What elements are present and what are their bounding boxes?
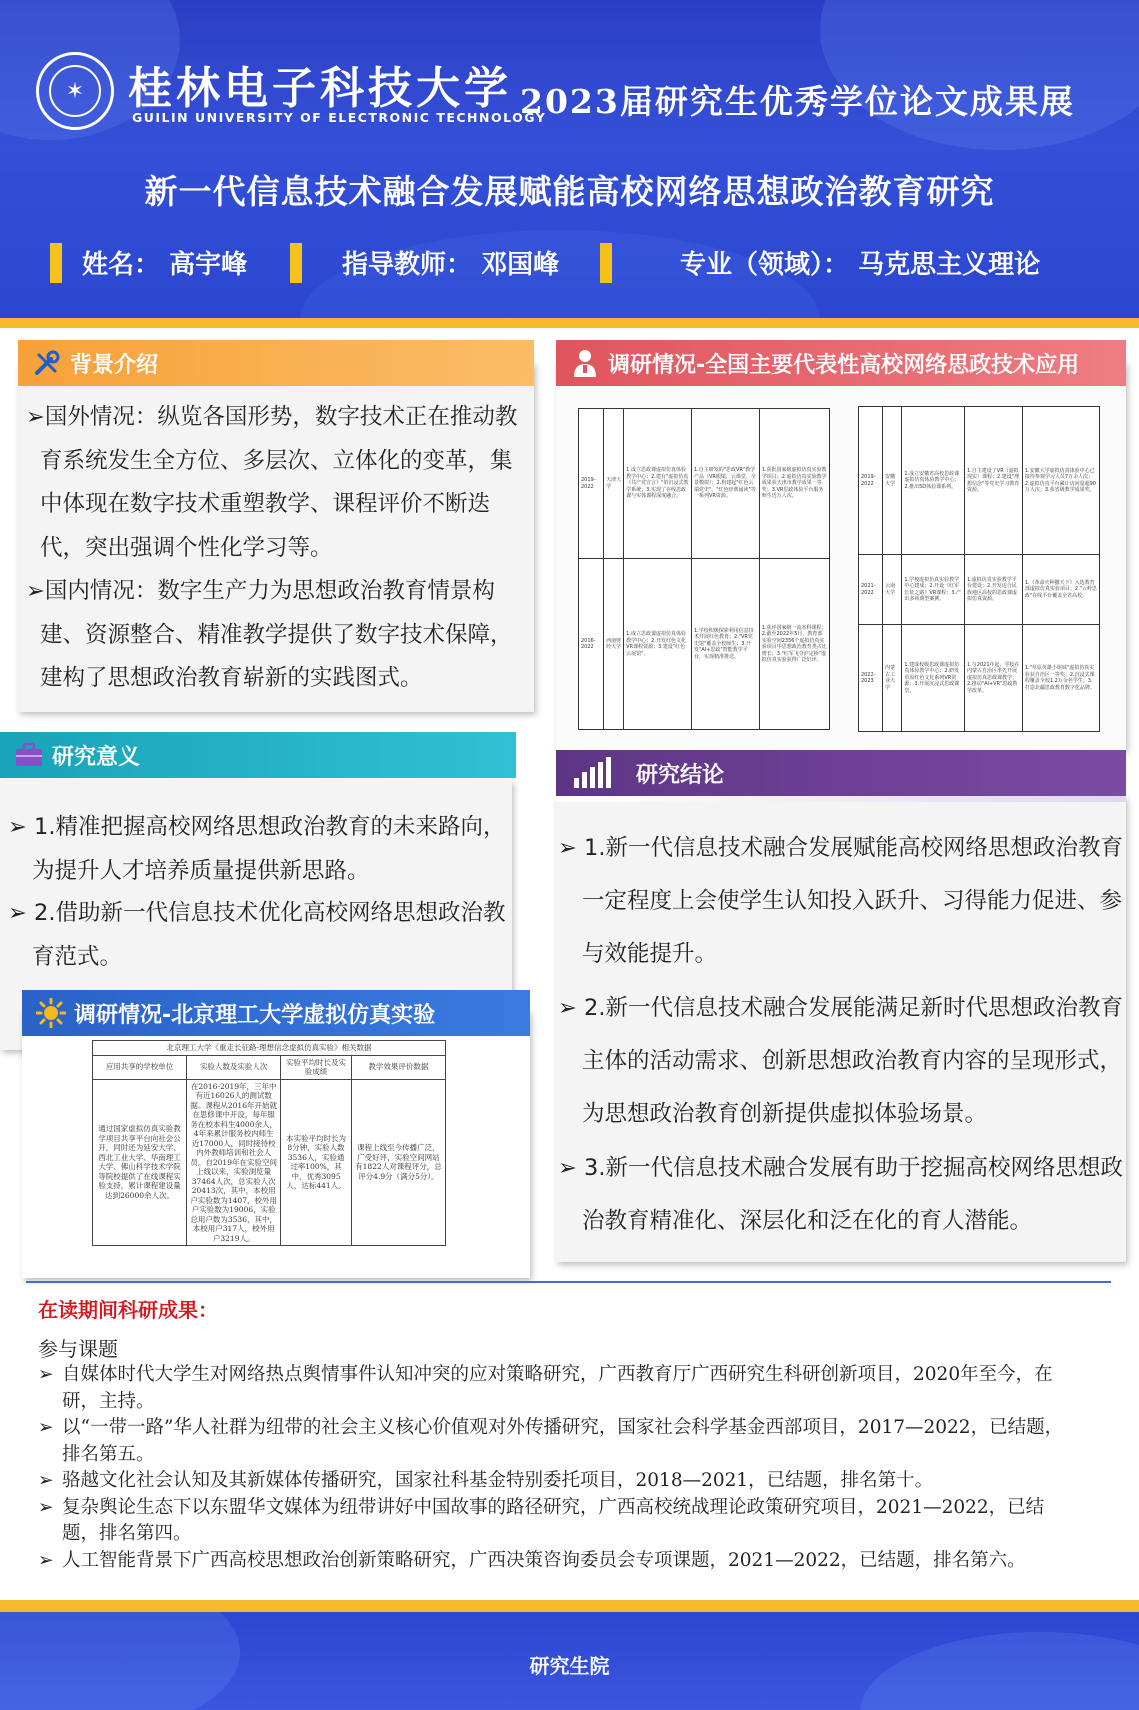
major-value: 马克思主义理论	[858, 250, 1041, 280]
achievement-item	[38, 1548, 1078, 1575]
bullet-arrow: ➢	[38, 1470, 54, 1491]
advisor-value: 邓国峰	[481, 250, 560, 280]
conclusion-item-2: ➢ 2.新一代信息技术融合发展能满足新时代思想政治教育主体的活动需求、创新思想政治教育内容的呈现形式，为思想政治教育创新提供虚拟体验场景。	[558, 995, 1123, 1127]
table-cell: 1.与2021年起，学校在内蒙古自治区率先开展虚拟仿真思政课教学；2.推动"AI+VR"思政教学改革。	[965, 625, 1023, 732]
table-cell: 1.学校虚拟仿真实验教学中心建成；2.开设《红军长征之路》VR课程；3.产出多项典型案例。	[902, 555, 965, 625]
conclusion-text-3: 3.新一代信息技术融合发展有助于挖掘高校网络思想政治教育精准化、深层化和泛在化的育人潜能。	[582, 1155, 1123, 1234]
name-value: 高宇峰	[169, 250, 248, 280]
bj-col-header: 教学效果评价数据	[351, 1055, 445, 1079]
significance-item-1: ➢ 1.精准把握高校网络思想政治教育的未来路向，为提升人才培养质量提供新思路。	[8, 814, 506, 884]
national-table-left	[578, 408, 830, 730]
achievement-item	[38, 1362, 1078, 1415]
bj-col-header: 应用共享的学校单位	[93, 1055, 187, 1079]
table-cell: 1."草原英雄小姐妹"虚拟仿真实验获自治区一等奖；2.沉浸式课程覆盖全校1.2万余名学生；3.打造北疆思政教育数字化品牌。	[1022, 625, 1099, 732]
achievements-divider	[26, 1281, 1111, 1283]
school-cell: 内蒙古工业大学	[883, 625, 902, 732]
bullet-arrow: ➢	[26, 404, 45, 430]
school-cell: 安徽大学	[883, 407, 902, 555]
bar-chart-icon	[570, 758, 614, 788]
significance-text-1: 1.精准把握高校网络思想政治教育的未来路向，为提升人才培养质量提供新思路。	[32, 814, 506, 884]
bj-cell: 本实验平均时长为8分钟，实验人数3536人，实验通过率100%，其中，优秀3095人，达标441人。	[281, 1079, 352, 1246]
major-label: 专业（领域）：	[680, 250, 850, 280]
bj-col-header: 实验人数及实验人次	[187, 1055, 281, 1079]
exhibition-title: 2023届研究生优秀学位论文成果展	[520, 82, 1075, 121]
national-survey-heading	[556, 340, 1126, 386]
bj-cell: 通过国家虚拟仿真实验教学项目共享平台向社会公开，同时还为延安大学、西北工业大学、华南理工大学、佛山科学技术学院等院校提供了在线课程实验支持，累计课程建设量达到26000余人次。	[93, 1079, 187, 1246]
background-international	[26, 396, 534, 570]
person-icon	[570, 348, 600, 378]
logo-emblem-icon: ✶	[49, 65, 101, 117]
achievement-text: 以“一带一路”华人社群为纽带的社会主义核心价值观对外传播研究，国家社会科学基金西部项目，2017—2022，已结题，排名第五。	[62, 1417, 1064, 1465]
achievements-list	[38, 1362, 1078, 1574]
major	[680, 244, 1040, 281]
sun-icon	[36, 998, 66, 1028]
bullet-arrow: ➢	[38, 1549, 54, 1571]
table-cell: 1.成立思政课虚拟仿真体验教学中心；2.开发红色文化VR课程资源；3.建设"红色云展馆"。	[624, 559, 692, 730]
bj-survey-heading-text: 调研情况-北京理工大学虚拟仿真实验	[74, 1002, 436, 1028]
bullet-arrow: ➢	[38, 1364, 54, 1385]
header-stripe	[0, 318, 1139, 328]
table-cell: 1.获批国家级虚拟仿真实验教学项目；2.虚拟仿真实验教学成果获天津市教学成果一等奖；3.VR思政体验平台服务师生近万人次。	[759, 409, 829, 559]
table-cell: 1.学校积极探索利用信息技术开展红色教育；2."VR党史馆"覆盖全校师生；3.开发"AI+思政"智能教学平台，实现精准推送。	[691, 559, 759, 730]
table-cell: 1.自主研发的"思政VR"教学产品（VR眼镜、云课堂、全景模拟）；2.构建起"红色云端党史"、"红色经典诵读"等一系列VR资源。	[691, 409, 759, 559]
footer-text: 研究生院	[529, 1654, 610, 1678]
tools-icon	[32, 348, 62, 378]
significance-item-2: ➢ 2.借助新一代信息技术优化高校网络思想政治教育范式。	[8, 900, 506, 970]
bj-table-title: 北京理工大学《重走长征路-理想信念虚拟仿真实验》相关数据	[93, 1041, 446, 1056]
intl-text: 国外情况：纵览各国形势，数字技术正在推动教育系统发生全方位、多层次、立体化的变革，集中体现在数字技术重塑教学、课程评价不断迭代，突出强调个性化学习等。	[40, 404, 518, 561]
significance-heading	[0, 732, 516, 778]
school-cell: 西南财经大学	[604, 559, 624, 730]
background-heading	[18, 340, 534, 386]
name-label: 姓名：	[82, 250, 161, 280]
achievement-text: 人工智能背景下广西高校思想政治创新策略研究，广西决策咨询委员会专项课题，2021—2022，已结题，排名第六。	[62, 1549, 1026, 1571]
conclusion-text-1: 1.新一代信息技术融合发展赋能高校网络思想政治教育一定程度上会使学生认知投入跃升、习得能力促进、参与效能提升。	[582, 835, 1123, 967]
table-cell: 1.虚拟仿真实验教学平台建设；2.开发适合民族地区高校的思政课虚拟仿真资源。	[965, 555, 1023, 625]
briefcase-icon	[14, 740, 44, 770]
poster-footer	[0, 1612, 1139, 1710]
school-cell: 天津大学	[604, 409, 624, 559]
period-cell: 2021-2022	[859, 555, 883, 625]
bj-col-header: 实验平均时长及实验成绩	[281, 1055, 352, 1079]
info-accent-bar	[290, 243, 302, 283]
achievement-text: 骆越文化社会认知及其新媒体传播研究，国家社科基金特别委托项目，2018—2021，已结题，排名第十。	[62, 1470, 934, 1491]
thesis-title: 新一代信息技术融合发展赋能高校网络思想政治教育研究	[144, 172, 995, 211]
conclusion-item-3: ➢ 3.新一代信息技术融合发展有助于挖掘高校网络思想政治教育精准化、深层化和泛在化的育人潜能。	[558, 1155, 1123, 1234]
bullet-arrow: ➢	[38, 1417, 54, 1438]
info-accent-bar	[600, 243, 612, 283]
table-cell: 1.成立思政课虚拟仿真体验教学中心；2.建有"虚拟仿真《共产党宣言》"的沉浸式教学系统；3.实现了在线思政课与实体课程深度融合。	[624, 409, 692, 559]
period-cell: 2019-2022	[579, 409, 604, 559]
table-cell: 1.自主建设了VR（虚拟现实）课程；2.建设"理想信念"等党史学习教育资源。	[965, 407, 1023, 555]
conclusion-text-2: 2.新一代信息技术融合发展能满足新时代思想政治教育主体的活动需求、创新思想政治教育内容的呈现形式，为思想政治教育创新提供虚拟体验场景。	[582, 995, 1123, 1127]
student-name	[82, 244, 247, 281]
poster-header	[0, 0, 1139, 318]
national-survey-heading-text: 调研情况-全国主要代表性高校网络思政技术应用	[608, 352, 1080, 378]
bj-cell: 在2016-2019年，三年中有近16026人的测试数据。课程从2016年开始就在思修课中开设，每年服务在校本科生4000余人，4年来累计服务校内师生近17000人，同时接待校内外教师培训和社会人员。自2019年在实验空间上线以来，实验浏览量37464人次，总实验人次20413次，其中，本校用户实验数为1407，校外用户实验数为19006，实验总用户数为3536，其中，本校用户317人，校外用户3219人。	[187, 1079, 281, 1246]
table-cell: 1.获评国家级一流本科课程；2.截至2022年5月，教育部实验空间2356个虚拟仿真实验项目中思想政治教育类占比增长；3."红军飞夺泸定桥"虚拟仿真实验获得广泛好评。	[759, 559, 829, 730]
school-cell: 云南大学	[883, 555, 902, 625]
table-cell: 1.安徽大学虚拟仿真体验中心已接待参观学习人员7万余人次；2.虚拟仿真平台累计访问量超90万人次；3.获省级教学成果奖。	[1022, 407, 1099, 555]
header-decor	[820, 0, 1139, 150]
achievement-text: 复杂舆论生态下以东盟华文媒体为纽带讲好中国故事的路径研究，广西高校统战理论政策研究项目，2021—2022，已结题，排名第四。	[62, 1496, 1045, 1544]
period-cell: 2019-2022	[859, 407, 883, 555]
national-table-right	[858, 406, 1100, 732]
significance-text-2: 2.借助新一代信息技术优化高校网络思想政治教育范式。	[32, 900, 506, 970]
bj-survey-heading	[22, 990, 530, 1036]
bj-cell: 课程上线至今传播广泛，广受好评，实验空间网站有1822人对课程评分，总评分4.9分（满分5分）。	[351, 1079, 445, 1246]
achievement-item	[38, 1415, 1078, 1468]
conclusion-heading-text: 研究结论	[636, 762, 725, 788]
period-cell: 2022-2023	[859, 625, 883, 732]
table-cell: 1.建成校级思政课虚拟仿真体验教学中心；2.研发草原红色文化系列VR资源；3.开展沉浸式思政课堂。	[902, 625, 965, 732]
info-accent-bar	[50, 243, 62, 283]
conclusion-heading	[556, 750, 1126, 796]
achievement-text: 自媒体时代大学生对网络热点舆情事件认知冲突的应对策略研究，广西教育厅广西研究生科研创新项目，2020年至今，在研，主持。	[62, 1364, 1053, 1412]
achievements-subtitle: 参与课题	[38, 1337, 118, 1361]
background-heading-text: 背景介绍	[70, 352, 159, 378]
achievement-item	[38, 1495, 1078, 1548]
period-cell: 2016-2022	[579, 559, 604, 730]
university-logo	[36, 52, 114, 130]
advisor	[342, 244, 559, 281]
table-cell: 1.成立安徽省高校思政课虚拟仿真体验教学中心；2.推出5D体验课系列。	[902, 407, 965, 555]
table-cell: 1.《革命火种撒天下》入选教育部虚拟仿真实验项目；2."云岭思政"在线平台覆盖全省高校。	[1022, 555, 1099, 625]
dom-text: 国内情况：数字生产力为思想政治教育情景构建、资源整合、精准教学提供了数字技术保障，建构了思想政治教育崭新的实践图式。	[40, 578, 513, 691]
conclusion-divider	[556, 796, 1126, 802]
achievement-item	[38, 1468, 1078, 1495]
university-name-en: GUILIN UNIVERSITY OF ELECTRONIC TECHNOLOGY	[132, 110, 547, 125]
bj-survey-table	[92, 1040, 446, 1246]
footer-stripe	[0, 1600, 1139, 1612]
conclusion-item-1: ➢ 1.新一代信息技术融合发展赋能高校网络思想政治教育一定程度上会使学生认知投入跃升、习得能力促进、参与效能提升。	[558, 835, 1123, 967]
background-domestic	[26, 570, 534, 701]
bullet-arrow: ➢	[38, 1496, 54, 1518]
advisor-label: 指导教师：	[342, 250, 473, 280]
significance-heading-text: 研究意义	[52, 744, 141, 770]
achievements-title: 在读期间科研成果：	[38, 1298, 218, 1322]
bullet-arrow: ➢	[26, 578, 45, 604]
university-name-cn: 桂林电子科技大学	[128, 63, 512, 114]
